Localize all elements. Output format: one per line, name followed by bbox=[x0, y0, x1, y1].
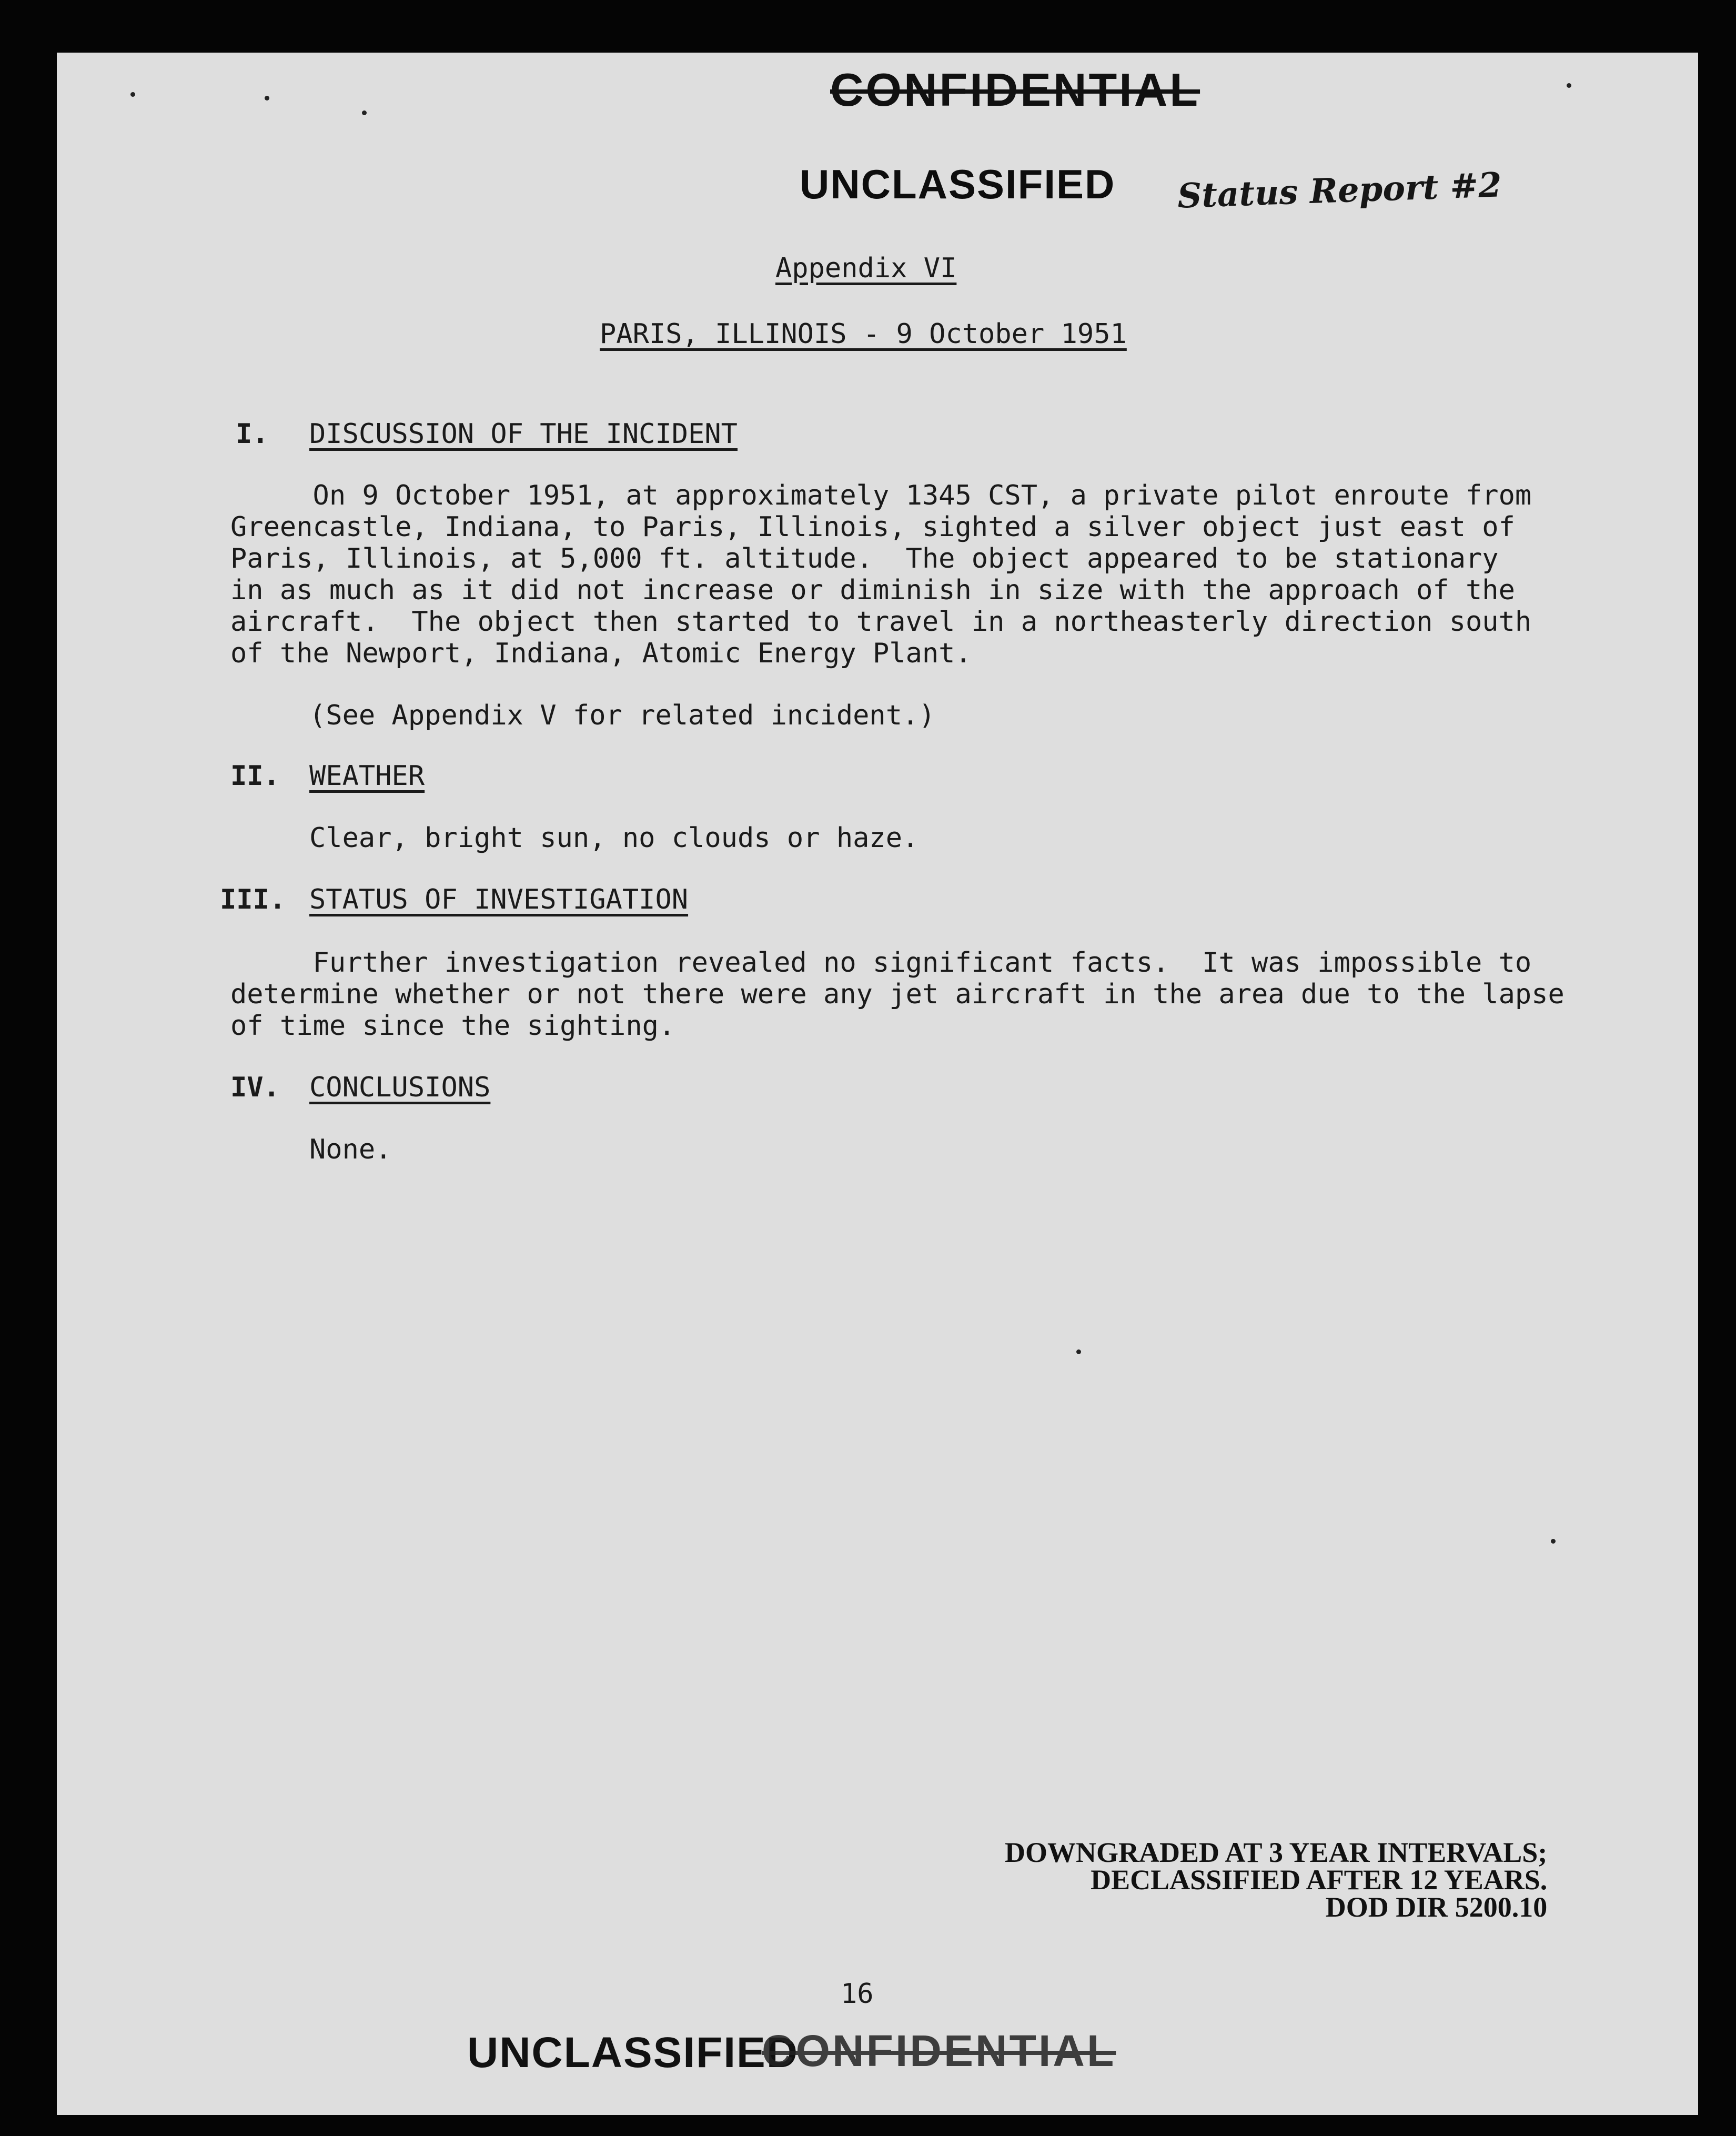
scan-speck bbox=[130, 92, 135, 97]
scan-speck bbox=[1567, 83, 1571, 88]
section-1-line: in as much as it did not increase or diminish in size with the approach of the bbox=[230, 575, 1515, 606]
section-3-line: Further investigation revealed no significant facts. It was impossible to bbox=[230, 947, 1532, 979]
document-page bbox=[57, 53, 1698, 2115]
page-number: 16 bbox=[841, 1978, 874, 2010]
section-3-number: III. bbox=[220, 884, 286, 915]
confidential-stamp-struck-bottom: CONFIDENTIAL bbox=[762, 2026, 1116, 2075]
unclassified-stamp-bottom: UNCLASSIFIED bbox=[467, 2029, 799, 2077]
section-2-heading: WEATHER bbox=[309, 760, 425, 792]
section-1-line: On 9 October 1951, at approximately 1345 CST, a private pilot enroute from bbox=[230, 480, 1532, 511]
section-4-line: None. bbox=[309, 1134, 392, 1165]
location-date-title: PARIS, ILLINOIS - 9 October 1951 bbox=[600, 318, 1127, 350]
scan-speck bbox=[362, 110, 367, 115]
section-1-line: aircraft. The object then started to travel in a northeasterly direction south bbox=[230, 606, 1532, 638]
section-1-number: I. bbox=[236, 418, 269, 450]
section-2-line: Clear, bright sun, no clouds or haze. bbox=[309, 822, 919, 854]
section-3-line: of time since the sighting. bbox=[230, 1010, 675, 1042]
scan-speck bbox=[1076, 1349, 1081, 1354]
scan-speck bbox=[265, 96, 269, 100]
section-4-heading: CONCLUSIONS bbox=[309, 1072, 491, 1103]
section-1-line: of the Newport, Indiana, Atomic Energy Plant. bbox=[230, 638, 972, 669]
scan-speck bbox=[1551, 1539, 1556, 1544]
handwritten-note: Status Report #2 bbox=[1176, 165, 1502, 216]
section-1-line: Greencastle, Indiana, to Paris, Illinois, sighted a silver object just east of bbox=[230, 511, 1515, 543]
appendix-title: Appendix VI bbox=[775, 253, 957, 284]
confidential-stamp-struck: CONFIDENTIAL bbox=[830, 64, 1200, 116]
downgrade-stamp: DOWNGRADED AT 3 YEAR INTERVALS; DECLASSIFIED AFTER 12 YEARS. DOD DIR 5200.10 bbox=[1005, 1837, 1548, 1923]
section-1-note: (See Appendix V for related incident.) bbox=[309, 700, 935, 731]
section-3-heading: STATUS OF INVESTIGATION bbox=[309, 884, 689, 915]
section-4-number: IV. bbox=[230, 1072, 280, 1103]
section-1-line: Paris, Illinois, at 5,000 ft. altitude. The object appeared to be stationary bbox=[230, 543, 1499, 575]
section-1-heading: DISCUSSION OF THE INCIDENT bbox=[309, 418, 738, 450]
section-2-number: II. bbox=[230, 760, 280, 792]
section-3-line: determine whether or not there were any jet aircraft in the area due to the lapse bbox=[230, 979, 1565, 1010]
unclassified-stamp: UNCLASSIFIED bbox=[800, 161, 1116, 207]
